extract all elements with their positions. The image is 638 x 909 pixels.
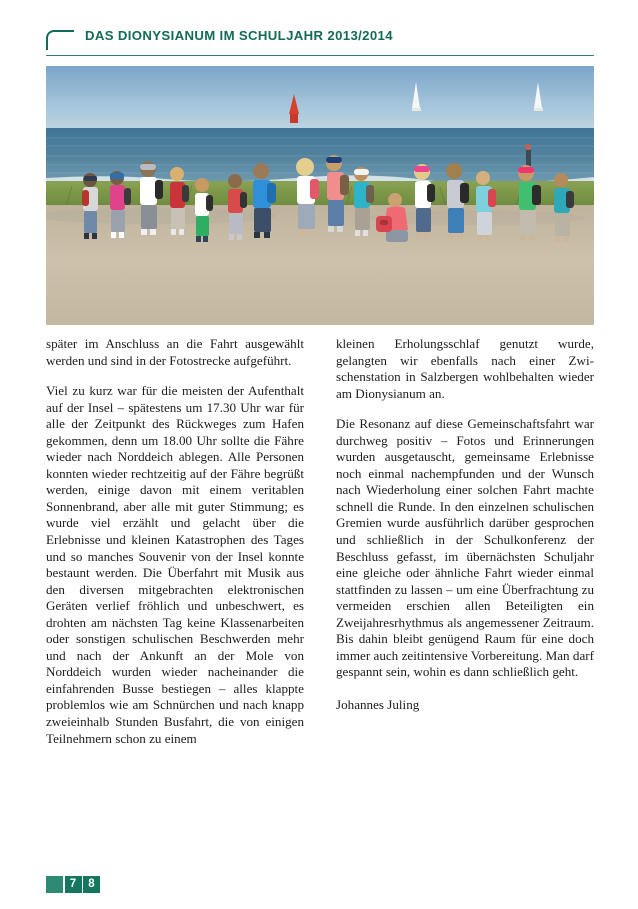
page-title: DAS DIONYSIANUM IM SCHULJAHR 2013/2014 [85, 28, 393, 43]
page-number-box: 8 [83, 876, 100, 893]
right-column [336, 336, 594, 713]
corner-bracket-icon [46, 30, 74, 50]
page-number-box: 7 [65, 876, 82, 893]
page-header [46, 28, 594, 56]
article-photo [46, 66, 594, 325]
article-body [46, 336, 594, 856]
paragraph: Die Resonanz auf diese Gemeinschaftsfahrt war durchweg positiv – Fotos und Erinnerungen wurden ausgetauscht, gemeinsame Erlebnisse noch einmal nachempfunden und der Wunsch nach Wiederholung einer solchen Fahrt machte schnell die Runde. In den einzelnen schulischen Gremien wurde ausführlich darüber gesprochen und schließlich in der Schulkonferenz der Beschluss gefasst, im übernächsten Schuljahr eine gleiche oder ähnliche Fahrt wieder einmal stattfinden zu lassen – um eine Überfrachtung zu vermeiden erschien allen Beteiligten ein Zweijahresrhythmus als angemessener Zeitraum. Bis dahin bleibt genügend Raum für eine doch immer auch zeitintensive Vorbereitung. Man darf gespannt sein, wohin es dann schließlich geht. [336, 416, 594, 680]
paragraph: Viel zu kurz war für die meisten der Aufenthalt auf der Insel – spätestens um 17.30 Uhr war für alle der Zeitpunkt des Rückweges zum Hafen gekommen, denn um 18.00 Uhr sollte die Fähre wieder nach Norddeich ablegen. Alle Personen konnten wieder rechtzeitig auf der Fähre begrüßt werden, einige davon mit einem veritablen Sonnenbrand, aber alle mit guter Stimmung; es wurde viel erzählt und gelacht über die Erlebnisse und kleinen Katastrophen des Tages und so manches Souvenir von der Insel konnte bestaunt werden. Die Überfahrt mit Musik aus den diversen mitgebrachten elektronischen Geräten verlief fröhlich und unbeschwert, es drohten am nächsten Tag keine Klassenarbeiten oder sonstigen schulischen Beschwerden mehr und nach der Ankunft an der Mole von Norddeich wurden wieder nacheinander die einfahrenden Busse bestiegen – alles klappte problemlos wie am Schnürchen und nach knapp zweieinhalb Stunden Busfahrt, die von einigen Teilnehmern schon zu einem [46, 383, 304, 746]
page-number-box [46, 876, 63, 893]
paragraph: später im Anschluss an die Fahrt ausgewählt werden und sind in der Fotostrecke aufgeführt. [46, 336, 304, 368]
header-divider [46, 55, 594, 56]
left-column [46, 336, 304, 747]
page-number-footer [46, 876, 100, 893]
paragraph: kleinen Erholungsschlaf genutzt wurde, gelangten wir ebenfalls nach einer Zwischenstation in Salzbergen wohlbehalten wieder am Dionysianum an. [336, 336, 594, 401]
beach-scene-illustration [46, 66, 594, 325]
author-signature: Johannes Juling [336, 696, 420, 712]
